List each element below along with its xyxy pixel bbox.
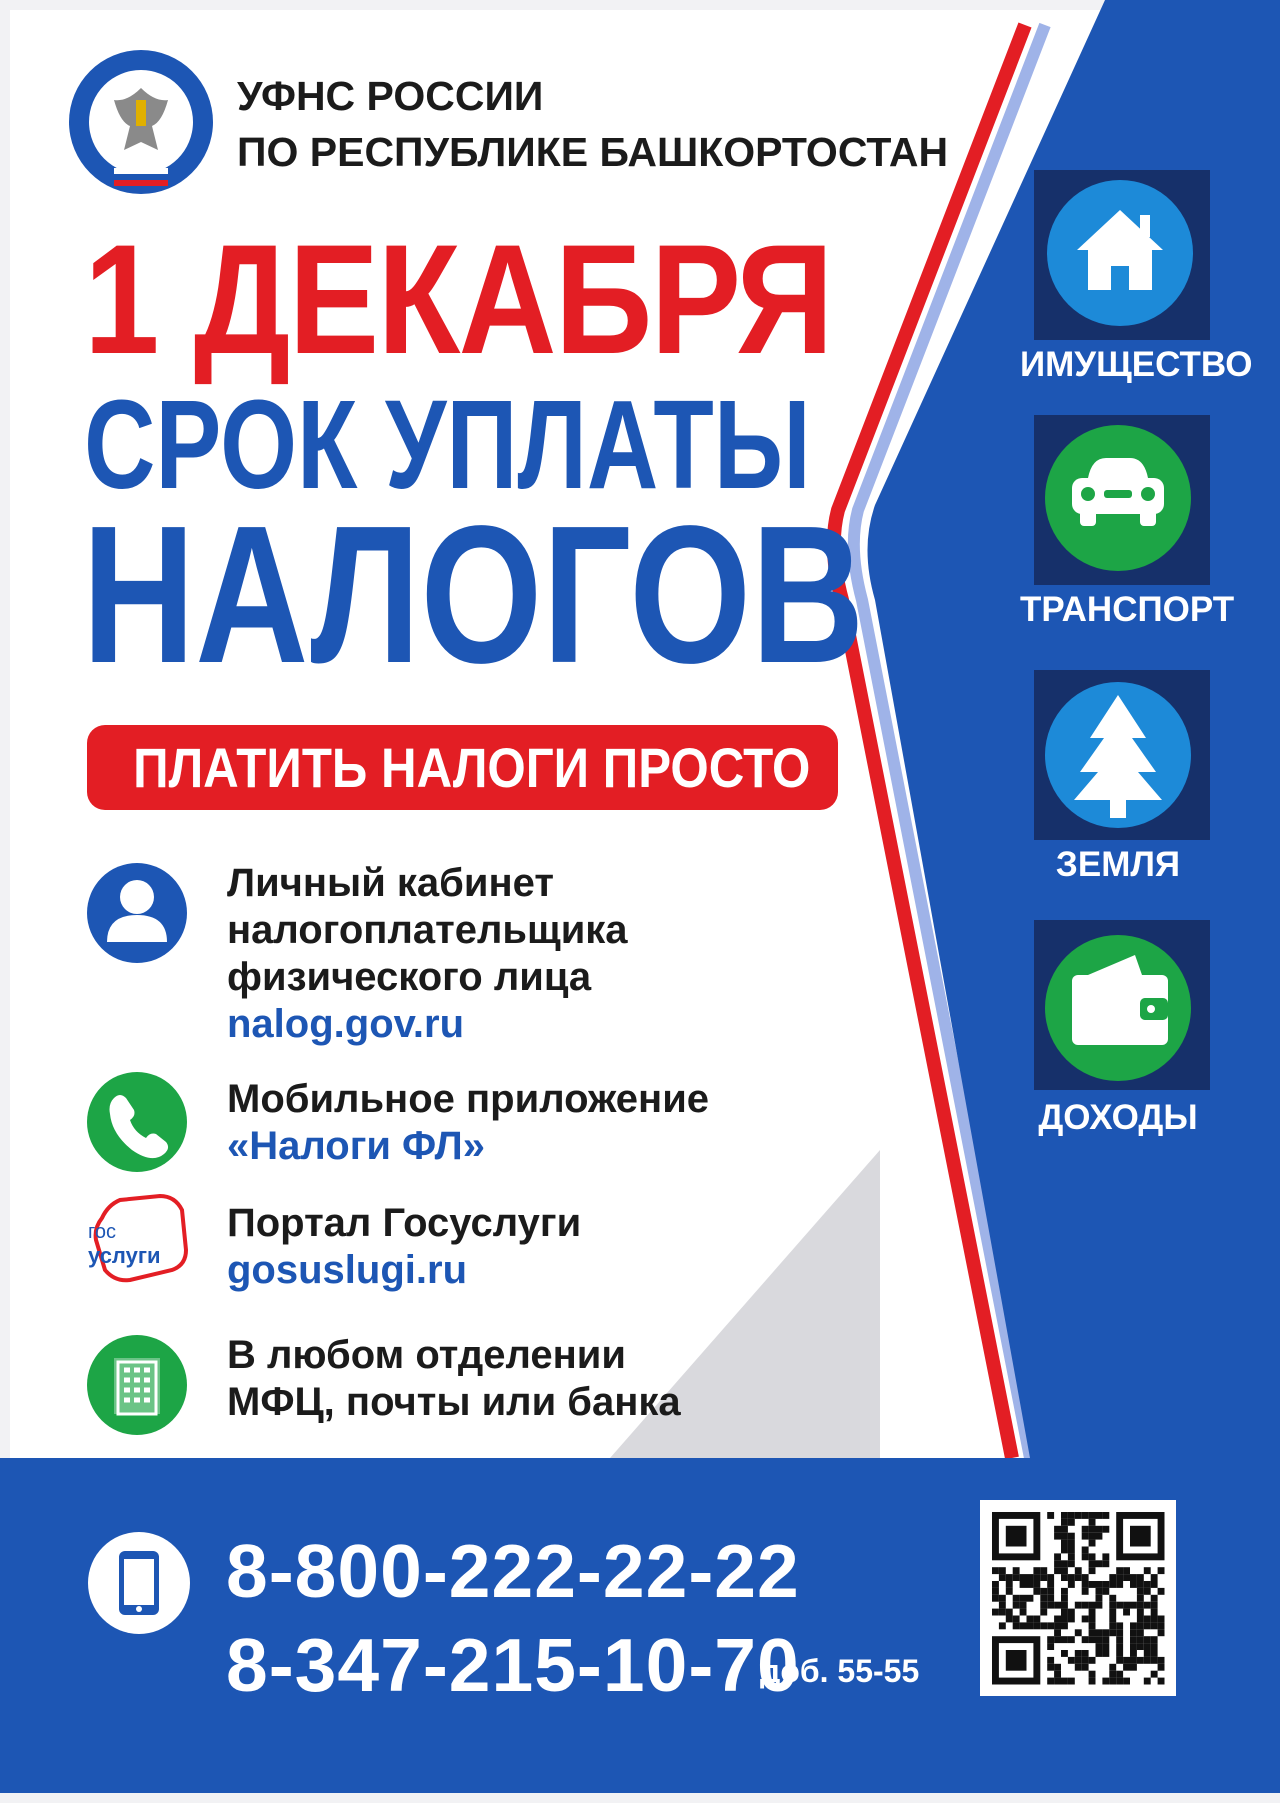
org-name bbox=[237, 68, 948, 180]
method-cabinet-line-2: налогоплательщика bbox=[227, 908, 628, 952]
method-gosuslugi-link[interactable]: gosuslugi.ru bbox=[227, 1248, 467, 1292]
org-line-2: ПО РЕСПУБЛИКЕ БАШКОРТОСТАН bbox=[237, 129, 949, 175]
method-offline bbox=[227, 1332, 681, 1426]
method-app-line-1: Мобильное приложение bbox=[227, 1077, 710, 1121]
tax-tile-transport bbox=[1034, 415, 1210, 585]
method-offline-line-1: В любом отделении bbox=[227, 1333, 626, 1377]
banner-text: ПЛАТИТЬ НАЛОГИ ПРОСТО bbox=[133, 736, 811, 799]
fns-emblem bbox=[69, 50, 213, 194]
method-gosuslugi bbox=[227, 1200, 581, 1294]
tax-tile-property bbox=[1034, 170, 1210, 340]
tax-tile-land bbox=[1034, 670, 1210, 840]
tax-label-land: ЗЕМЛЯ bbox=[1055, 845, 1181, 884]
org-line-1: УФНС РОССИИ bbox=[237, 73, 544, 119]
qr-code bbox=[980, 1500, 1176, 1696]
phone-extension: доб. 55-55 bbox=[760, 1653, 920, 1689]
method-mobile-app bbox=[227, 1076, 709, 1170]
phone-number-1[interactable]: 8-800-222-22-22 bbox=[226, 1529, 800, 1613]
headline-date: 1 ДЕКАБРЯ bbox=[84, 213, 832, 387]
method-gosuslugi-line-1: Портал Госуслуги bbox=[227, 1201, 582, 1245]
phone-handset-icon bbox=[87, 1072, 187, 1172]
headline-line-2: СРОК УПЛАТЫ bbox=[84, 374, 811, 515]
method-cabinet-link[interactable]: nalog.gov.ru bbox=[227, 1002, 465, 1046]
tax-tile-income bbox=[1034, 920, 1210, 1090]
phone-number-2[interactable]: 8-347-215-10-70 bbox=[226, 1623, 800, 1707]
gosuslugi-logo-text-2: услуги bbox=[88, 1243, 161, 1268]
tax-label-property: ИМУЩЕСТВО bbox=[1020, 345, 1253, 384]
tax-label-transport: ТРАНСПОРТ bbox=[1020, 590, 1235, 629]
method-app-link[interactable]: «Налоги ФЛ» bbox=[227, 1124, 485, 1168]
mobile-phone-icon bbox=[88, 1532, 190, 1634]
user-icon bbox=[87, 863, 187, 963]
building-icon bbox=[87, 1335, 187, 1435]
tax-label-income: ДОХОДЫ bbox=[1038, 1098, 1198, 1137]
headline-line-3: НАЛОГОВ bbox=[82, 485, 865, 704]
method-cabinet-line-1: Личный кабинет bbox=[227, 861, 554, 905]
method-offline-line-2: МФЦ, почты или банка bbox=[227, 1380, 681, 1424]
gosuslugi-logo-text-1: гос bbox=[88, 1221, 116, 1243]
method-cabinet-line-3: физического лица bbox=[227, 955, 592, 999]
method-cabinet bbox=[227, 860, 628, 1048]
banner-pill bbox=[87, 725, 838, 810]
